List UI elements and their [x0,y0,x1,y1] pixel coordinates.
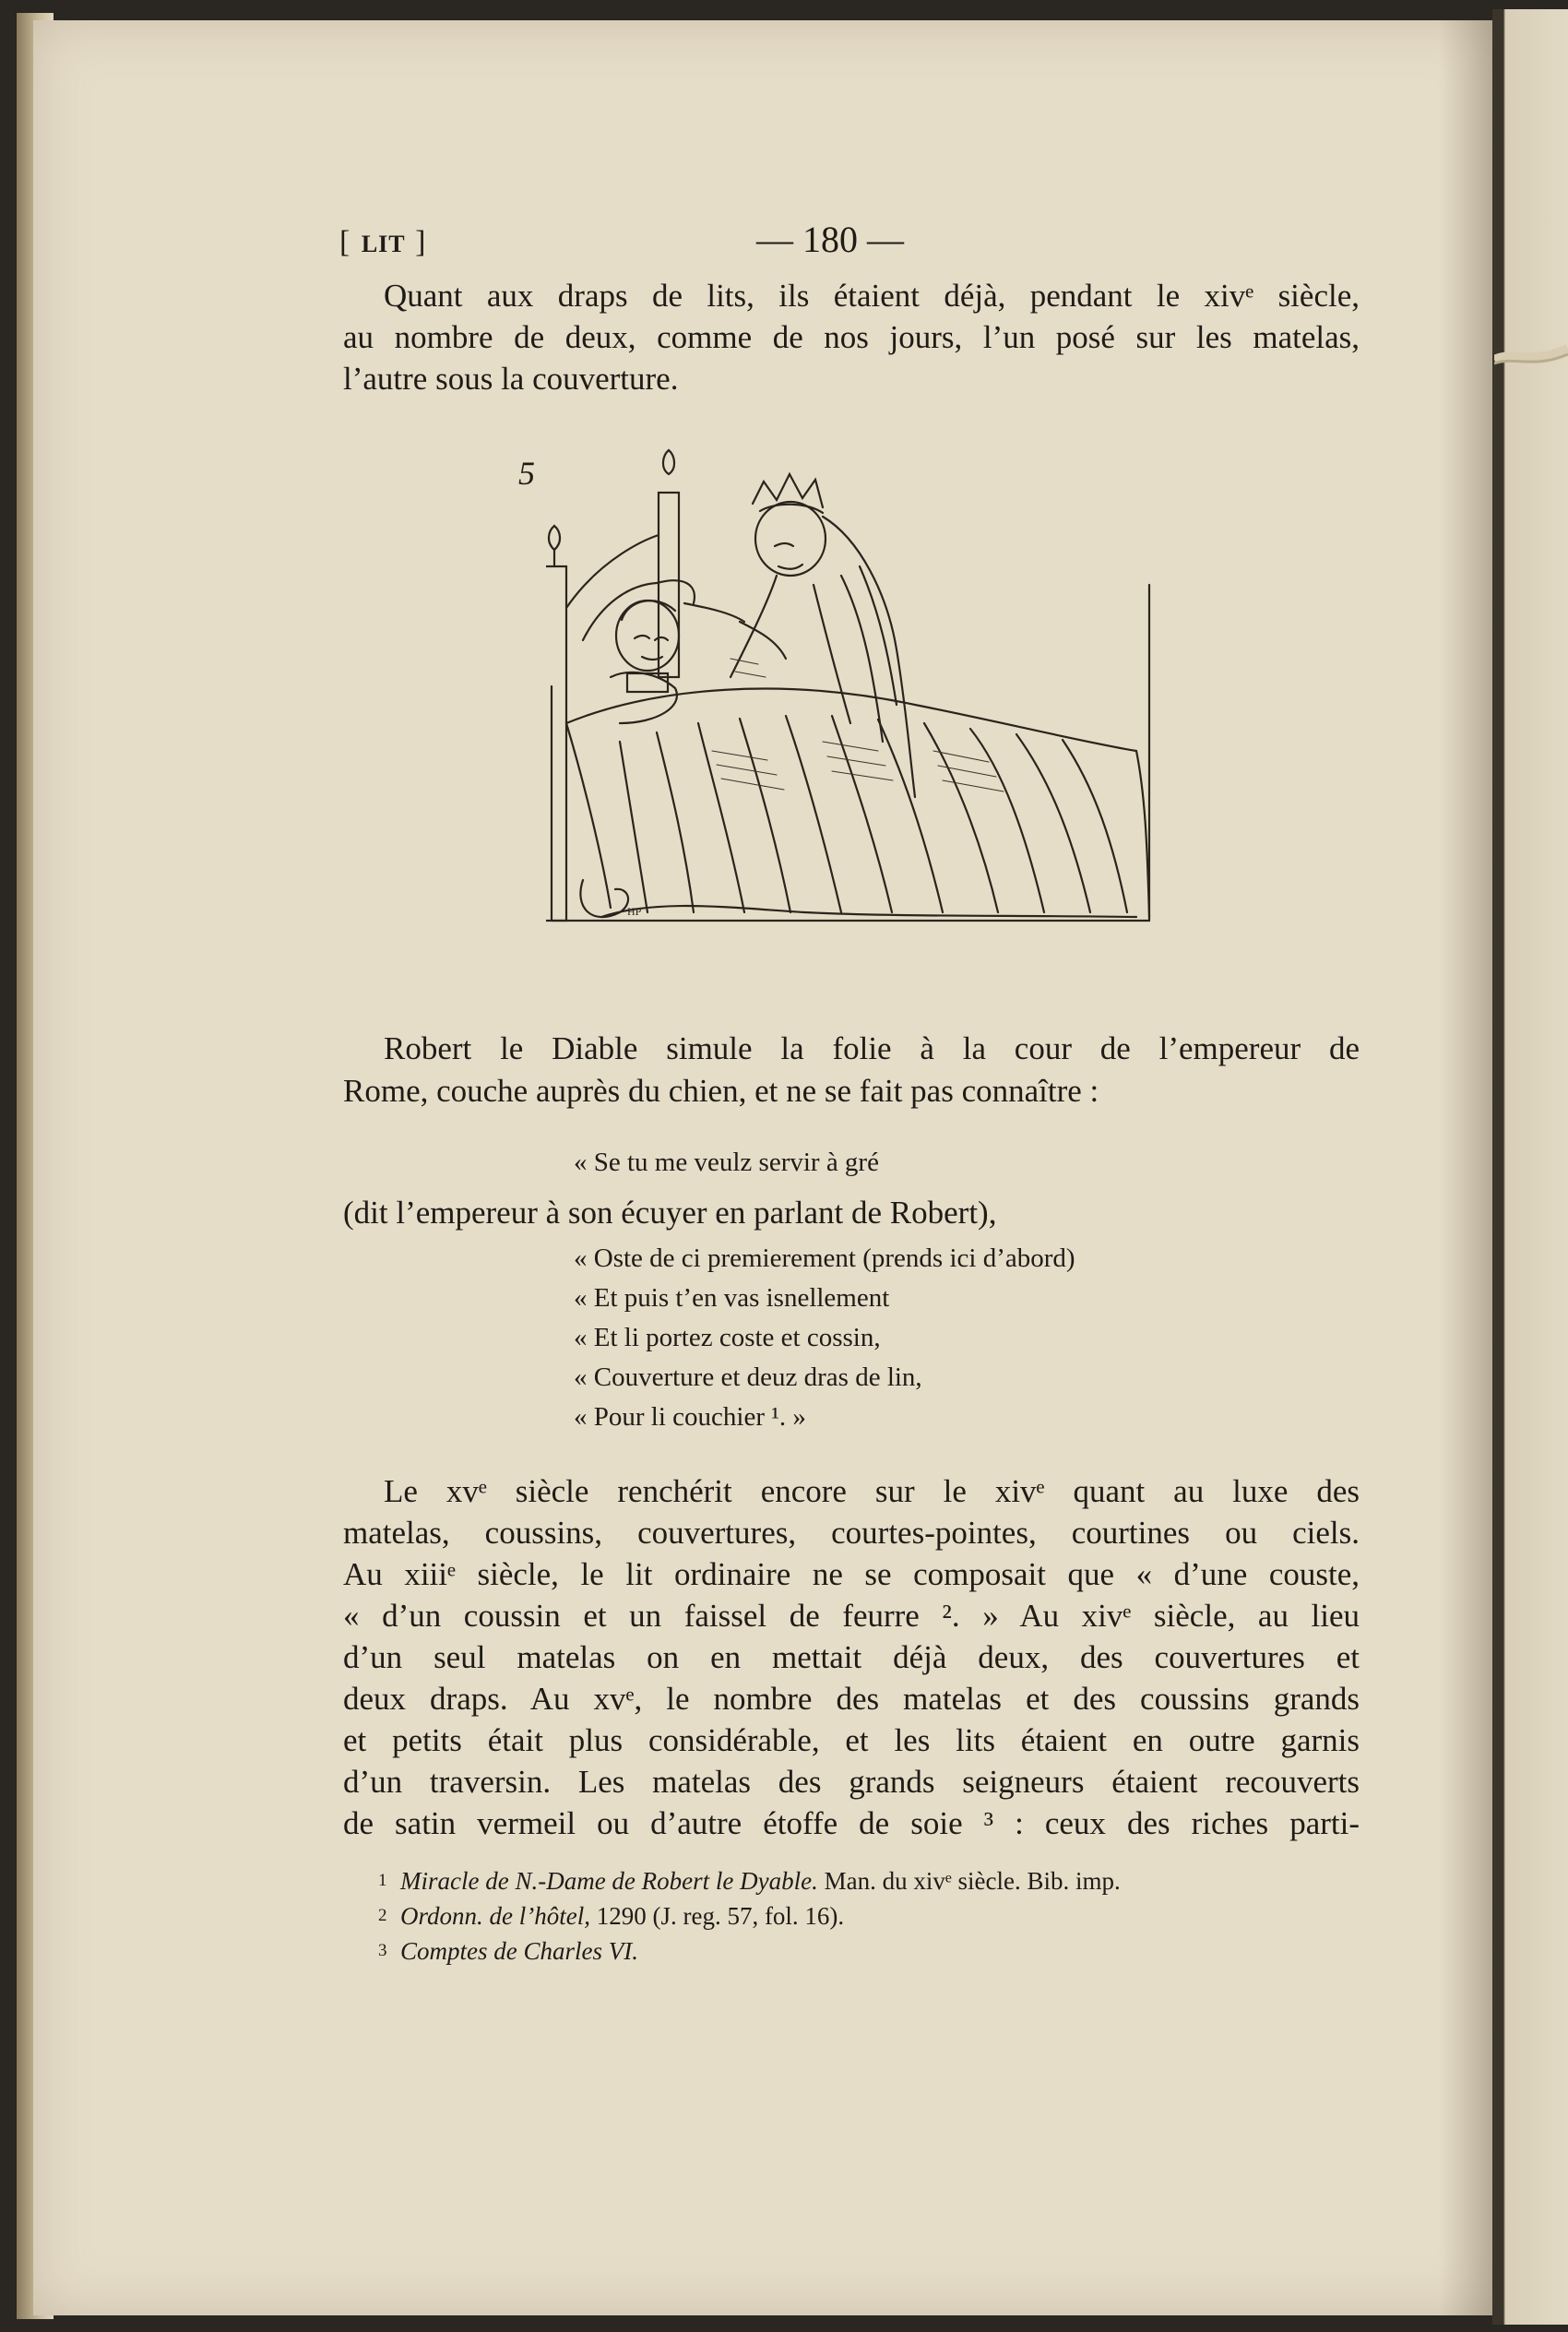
text-line: Rome, couche auprès du chien, et ne se fait pas connaître : [343,1073,1099,1109]
bookmark-string-icon [1494,332,1568,378]
text-line: « d’un coussin et un faissel de feurre ². » Au xivᵉ siècle, au lieu [343,1598,1360,1634]
section-label: LIT [361,231,406,257]
footnote-text: 1290 (J. reg. 57, fol. 16). [589,1902,845,1930]
text-line: Au xiiiᵉ siècle, le lit ordinaire ne se composait que « d’une couste, [343,1556,1360,1592]
footnote-number: 2 [378,1906,387,1925]
monogram: HP [627,905,642,918]
footnote-title: Comptes de Charles VI. [400,1937,638,1965]
footnote-number: 1 [378,1871,387,1890]
text-line: d’un traversin. Les matelas des grands seigneurs étaient recouverts [343,1764,1360,1800]
text-line: d’un seul matelas on en mettait déjà deux, des couvertures et [343,1639,1360,1675]
verse-line: « Oste de ci premierement (prends ici d’abord) [574,1243,1075,1273]
bracket-open: [ [339,225,352,259]
text-line: Quant aux draps de lits, ils étaient déjà, pendant le xivᵉ siècle, [384,278,1360,314]
text-line: Robert le Diable simule la folie à la cour de l’empereur de [384,1030,1360,1066]
footnote-number: 3 [378,1941,387,1960]
text-line: Le xvᵉ siècle renchérit encore sur le xivᵉ quant au luxe des [384,1473,1360,1509]
gutter-shadow [1439,20,1498,2315]
text-line: l’autre sous la couverture. [343,361,679,397]
text-line: et petits était plus considérable, et les lits étaient en outre garnis [343,1722,1360,1758]
bed-scene-illustration [546,446,1155,926]
footnote [378,1863,1121,1898]
verse-line: « Pour li couchier ¹. » [574,1402,806,1432]
text-line: matelas, coussins, couvertures, courtes-pointes, courtines ou ciels. [343,1515,1360,1551]
section-heading [339,225,427,260]
bracket-close: ] [415,225,428,259]
text-line: de satin vermeil ou d’autre étoffe de soie ³ : ceux des riches parti- [343,1805,1360,1841]
verse-line: « Se tu me veulz servir à gré [574,1148,879,1177]
verse-line: « Et puis t’en vas isnellement [574,1283,890,1313]
figure-number: 5 [518,455,535,492]
text-line: au nombre de deux, comme de nos jours, l’un posé sur les matelas, [343,319,1360,355]
footnote-title: Miracle de N.-Dame de Robert le Dyable. [400,1867,818,1895]
footnote [378,1933,638,1969]
footnote-title: Ordonn. de l’hôtel, [400,1902,590,1930]
verse-line: « Et li portez coste et cossin, [574,1323,881,1352]
text-line: (dit l’empereur à son écuyer en parlant de Robert), [343,1195,997,1231]
text-line: deux draps. Au xvᵉ, le nombre des matelas et des coussins grands [343,1681,1360,1717]
footnote [378,1898,844,1933]
verse-line: « Couverture et deuz dras de lin, [574,1362,922,1392]
page-number: — 180 — [756,219,904,260]
footnote-text: Man. du xivᵉ siècle. Bib. imp. [817,1867,1121,1895]
